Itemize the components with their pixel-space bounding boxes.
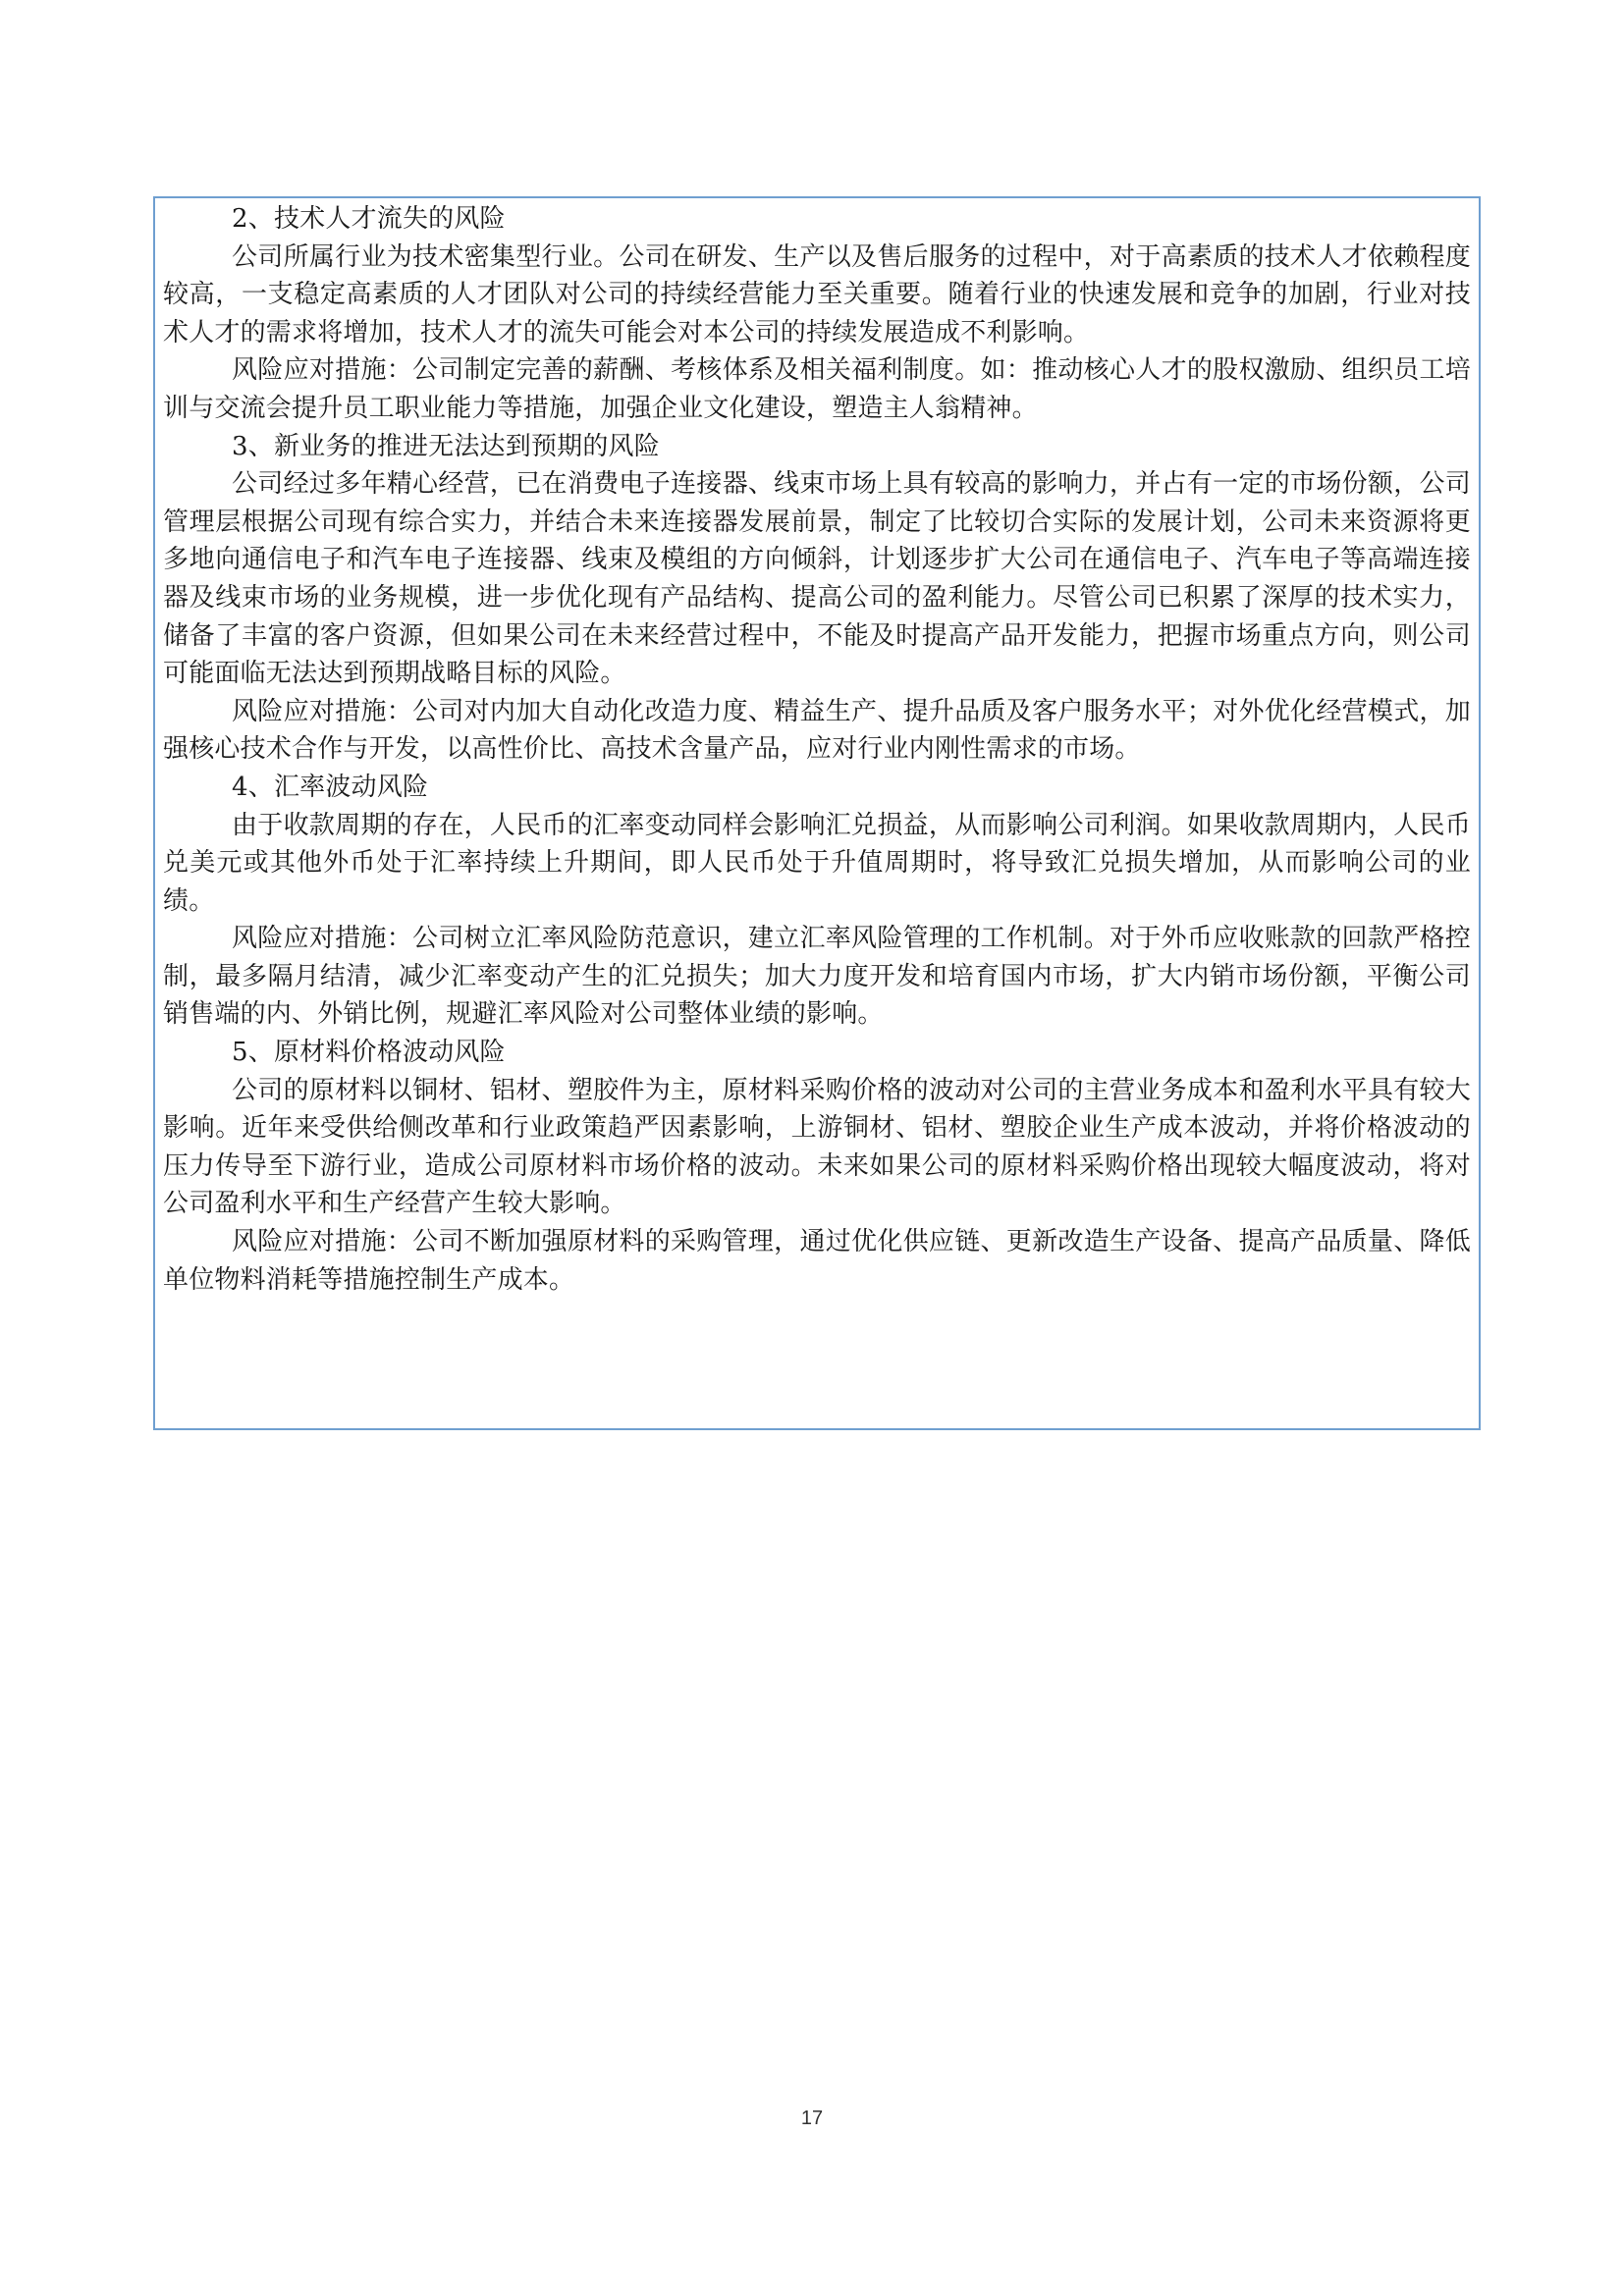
paragraph-new-business-measures: 风险应对措施：公司对内加大自动化改造力度、精益生产、提升品质及客户服务水平；对外优化经营模式，加强核心技术合作与开发，以高性价比、高技术含量产品，应对行业内刚性需求的市场。 <box>163 696 1471 765</box>
risk-factors-box <box>153 196 1481 1430</box>
paragraph-tech-talent-measures: 风险应对措施：公司制定完善的薪酬、考核体系及相关福利制度。如：推动核心人才的股权激励、组织员工培训与交流会提升员工职业能力等措施，加强企业文化建设，塑造主人翁精神。 <box>163 355 1471 423</box>
paragraph-new-business-risk: 公司经过多年精心经营，已在消费电子连接器、线束市场上具有较高的影响力，并占有一定的市场份额，公司管理层根据公司现有综合实力，并结合未来连接器发展前景，制定了比较切合实际的发展计划，公司未来资源将更多地向通信电子和汽车电子连接器、线束及模组的方向倾斜，计划逐步扩大公司在通信电子、汽车电子等高端连接器及线束市场的业务规模，进一步优化现有产品结构、提高公司的盈利能力。尽管公司已积累了深厚的技术实力，储备了丰富的客户资源，但如果公司在未来经营过程中，不能及时提高产品开发能力，把握市场重点方向，则公司可能面临无法达到预期战略目标的风险。 <box>163 469 1471 689</box>
page-number: 17 <box>800 2108 824 2129</box>
section-heading-new-business: 3、新业务的推进无法达到预期的风险 <box>232 431 660 461</box>
paragraph-exchange-rate-risk: 由于收款周期的存在，人民币的汇率变动同样会影响汇兑损益，从而影响公司利润。如果收款周期内，人民币兑美元或其他外币处于汇率持续上升期间，即人民币处于升值周期时，将导致汇兑损失增加，从而影响公司的业绩。 <box>163 810 1471 916</box>
paragraph-raw-material-measures: 风险应对措施：公司不断加强原材料的采购管理，通过优化供应链、更新改造生产设备、提高产品质量、降低单位物料消耗等措施控制生产成本。 <box>163 1227 1471 1295</box>
section-heading-raw-material: 5、原材料价格波动风险 <box>232 1038 506 1068</box>
paragraph-tech-talent-risk: 公司所属行业为技术密集型行业。公司在研发、生产以及售后服务的过程中，对于高素质的技术人才依赖程度较高，一支稳定高素质的人才团队对公司的持续经营能力至关重要。随着行业的快速发展和竞争的加剧，行业对技术人才的需求将增加，技术人才的流失可能会对本公司的持续发展造成不利影响。 <box>163 241 1471 347</box>
paragraph-raw-material-risk: 公司的原材料以铜材、铝材、塑胶件为主，原材料采购价格的波动对公司的主营业务成本和盈利水平具有较大影响。近年来受供给侧改革和行业政策趋严因素影响，上游铜材、铝材、塑胶企业生产成本波动，并将价格波动的压力传导至下游行业，造成公司原材料市场价格的波动。未来如果公司的原材料采购价格出现较大幅度波动，将对公司盈利水平和生产经营产生较大影响。 <box>163 1075 1471 1219</box>
paragraph-exchange-rate-measures: 风险应对措施：公司树立汇率风险防范意识，建立汇率风险管理的工作机制。对于外币应收账款的回款严格控制，最多隔月结清，减少汇率变动产生的汇兑损失；加大力度开发和培育国内市场，扩大内销市场份额，平衡公司销售端的内、外销比例，规避汇率风险对公司整体业绩的影响。 <box>163 924 1471 1030</box>
section-heading-exchange-rate: 4、汇率波动风险 <box>232 772 429 802</box>
section-heading-tech-talent: 2、技术人才流失的风险 <box>232 204 506 234</box>
